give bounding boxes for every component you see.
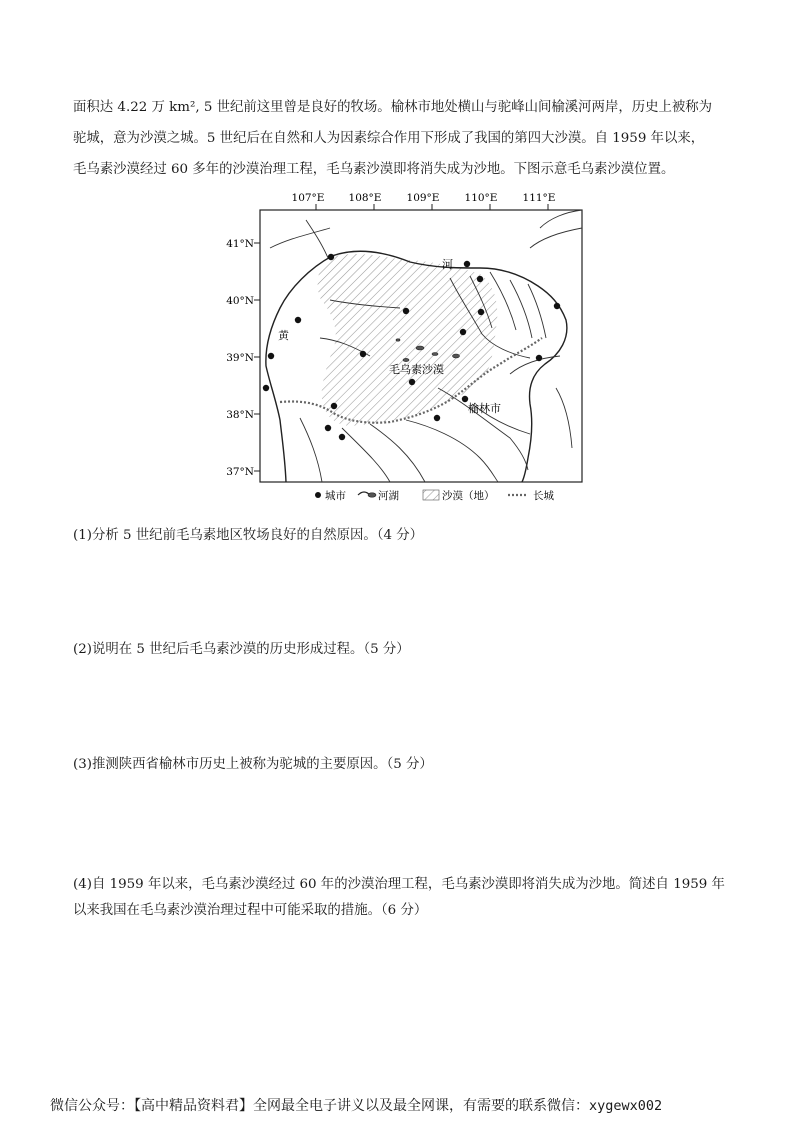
label-he: 河 xyxy=(442,258,453,271)
mu-us-desert-map xyxy=(210,188,590,508)
intro-line-3: 毛乌素沙漠经过 60 多年的沙漠治理工程，毛乌素沙漠即将消失成为沙地。下图示意毛乌素沙漠位置。 xyxy=(73,162,675,177)
question-4 xyxy=(73,872,733,924)
question-1 xyxy=(73,523,733,549)
lon-label-108: 108°E xyxy=(348,192,382,204)
lat-label-41: 41°N xyxy=(226,238,254,250)
lon-label-110: 110°E xyxy=(464,192,498,204)
lat-label-37: 37°N xyxy=(226,466,254,478)
legend-city-symbol xyxy=(315,492,321,498)
question-2-text: (2)说明在 5 世纪后毛乌素沙漠的历史形成过程。（5 分） xyxy=(73,642,410,657)
legend-lake-symbol xyxy=(368,493,376,497)
label-desert: 毛乌素沙漠 xyxy=(389,363,444,376)
map-legend xyxy=(315,489,554,502)
label-huang: 黄 xyxy=(278,329,289,342)
intro-line-2: 驼城，意为沙漠之城。5 世纪后在自然和人为因素综合作用下形成了我国的第四大沙漠。自 1959 年以来， xyxy=(73,131,705,146)
footer-text: 微信公众号：【高中精品资料君】全网最全电子讲义以及最全网课，有需要的联系微信： xyxy=(50,1098,589,1114)
question-4-line-1: (4)自 1959 年以来，毛乌素沙漠经过 60 年的沙漠治理工程，毛乌素沙漠即将消失成为沙地。简述自 1959 年 xyxy=(73,877,725,892)
footer-ad xyxy=(50,1095,662,1115)
legend-desert-symbol xyxy=(423,490,439,500)
intro-line-1: 面积达 4.22 万 km², 5 世纪前这里曾是良好的牧场。榆林市地处横山与驼峰山间榆溪河两岸，历史上被称为 xyxy=(73,100,713,115)
question-3-text: (3)推测陕西省榆林市历史上被称为驼城的主要原因。（5 分） xyxy=(73,757,433,772)
legend-great-wall: 长城 xyxy=(533,490,554,502)
lat-label-38: 38°N xyxy=(226,409,254,421)
legend-desert: 沙漠（地） xyxy=(442,490,495,502)
map-svg xyxy=(210,188,590,508)
question-4-line-2: 以来我国在毛乌素沙漠治理过程中可能采取的措施。（6 分） xyxy=(73,903,428,918)
lat-label-40: 40°N xyxy=(226,295,254,307)
question-2 xyxy=(73,637,733,663)
intro-paragraph xyxy=(73,92,733,185)
lat-label-39: 39°N xyxy=(226,352,254,364)
question-3 xyxy=(73,752,733,778)
lon-label-107: 107°E xyxy=(291,192,325,204)
lon-label-109: 109°E xyxy=(406,192,440,204)
footer-wechat-id: xygewx002 xyxy=(589,1098,663,1114)
label-yulin: 榆林市 xyxy=(468,402,501,415)
question-1-text: (1)分析 5 世纪前毛乌素地区牧场良好的自然原因。（4 分） xyxy=(73,528,424,543)
lon-label-111: 111°E xyxy=(522,192,556,204)
legend-city: 城市 xyxy=(325,490,346,502)
legend-river-lake: 河湖 xyxy=(378,490,399,502)
